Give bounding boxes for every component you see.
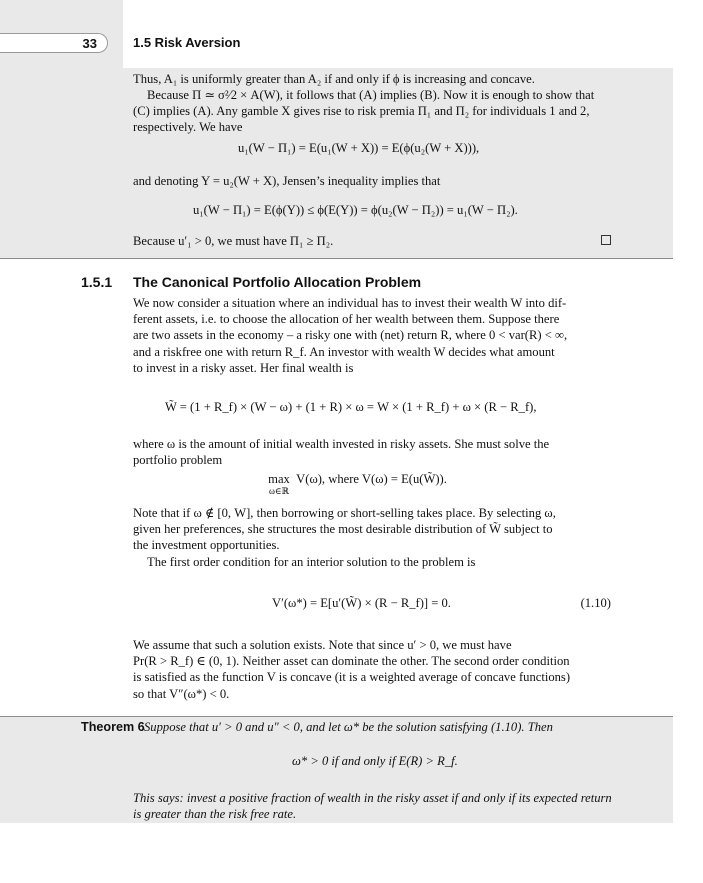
proof-line: (C) implies (A). Any gamble X gives rise to risk premia Π₁ and Π₂ for individuals 1 and 2,: [133, 104, 590, 119]
proof-bottom-rule: [0, 258, 673, 259]
theorem-result: ω* > 0 if and only if E(R) > R_f.: [292, 754, 458, 768]
theorem-comment-line: This says: invest a positive fraction of wealth in the risky asset if and only if its expected return: [133, 791, 612, 805]
text-line: and a riskfree one with return R_f. An investor with wealth W decides what amount: [133, 344, 555, 359]
proof-paragraph-4: [133, 233, 611, 249]
equation-jensen: u₁(W − Π₁) = E(ϕ(Y)) ≤ ϕ(E(Y)) = ϕ(u₂(W − Π₂)) = u₁(W − Π₂).: [193, 203, 518, 217]
page-number-tab: [0, 33, 108, 53]
theorem-statement: Suppose that u′ > 0 and u″ < 0, and let ω* be the solution satisfying (1.10). Then: [144, 720, 553, 734]
page-number: 33: [82, 36, 97, 51]
text-line: so that V″(ω*) < 0.: [133, 686, 230, 701]
section-paragraph-1: [133, 295, 611, 376]
equation-final-wealth: W̃ = (1 + R_f) × (W − ω) + (1 + R) × ω = W × (1 + R_f) + ω × (R − R_f),: [165, 400, 537, 414]
proof-line: Thus, A₁ is uniformly greater than A₂ if and only if ϕ is increasing and concave.: [133, 72, 535, 86]
eq-objective: V(ω), where V(ω) = E(u(W̃)).: [296, 472, 447, 486]
equation-number: (1.10): [580, 596, 611, 610]
proof-line: Because Π ≃ σ²⁄2 × A(W), it follows that (A) implies (B). Now it is enough to show that: [147, 88, 595, 102]
section-paragraph-2: [133, 436, 611, 468]
text-line: portfolio problem: [133, 453, 223, 468]
section-number: 1.5.1: [81, 274, 113, 290]
section-paragraph-4: [133, 554, 611, 570]
theorem-comment: [133, 790, 612, 822]
text-line: to invest in a risky asset. Her final wealth is: [133, 360, 354, 375]
equation-risk-premium: u₁(W − Π₁) = E(u₁(W + X)) = E(ϕ(u₂(W + X))),: [238, 141, 480, 155]
section-title: The Canonical Portfolio Allocation Problem: [133, 274, 422, 290]
text-line: ferent assets, i.e. to choose the allocation of her wealth between them. Suppose there: [133, 312, 560, 327]
proof-paragraph-3: [133, 173, 611, 189]
section-paragraph-5: [133, 637, 611, 702]
running-head: 1.5 Risk Aversion: [133, 35, 241, 50]
equation-portfolio-problem: [265, 472, 447, 496]
theorem-label: Theorem 6: [81, 720, 145, 734]
eq-max-operator: max: [268, 472, 290, 486]
proof-line: and denoting Y = u₂(W + X), Jensen’s inequality implies that: [133, 174, 441, 188]
text-line: Note that if ω ∉ [0, W], then borrowing or short-selling takes place. By selecting ω,: [133, 506, 556, 520]
text-line: given her preferences, she structures the most desirable distribution of W̃ subject to: [133, 522, 553, 537]
equation-first-order-condition: V′(ω*) = E[u′(W̃) × (R − R_f)] = 0.: [272, 596, 451, 610]
text-line: We now consider a situation where an individual has to invest their wealth W into dif-: [133, 296, 567, 310]
proof-line: Because u′₁ > 0, we must have Π₁ ≥ Π₂.: [133, 234, 334, 248]
text-line: We assume that such a solution exists. Note that since u′ > 0, we must have: [133, 638, 512, 652]
proof-paragraph-1: [133, 71, 611, 87]
text-line: the investment opportunities.: [133, 538, 280, 553]
text-line: are two assets in the economy – a risky one with (net) return R, where 0 < var(R) < ∞,: [133, 328, 568, 343]
theorem-comment-line: is greater than the risk free rate.: [133, 807, 297, 821]
text-line: The first order condition for an interior solution to the problem is: [147, 555, 476, 569]
proof-paragraph-2: [133, 87, 611, 136]
qed-box: [601, 235, 611, 245]
text-line: is satisfied as the function V is concave (it is a weighted average of concave functions): [133, 670, 571, 685]
text-line: where ω is the amount of initial wealth invested in risky assets. She must solve the: [133, 437, 550, 451]
text-line: Pr(R > R_f) ∈ (0, 1). Neither asset can dominate the other. The second order condition: [133, 654, 570, 669]
eq-max-subscript: ω∈ℝ: [268, 486, 290, 496]
proof-line: respectively. We have: [133, 120, 243, 135]
section-paragraph-3: [133, 505, 611, 554]
